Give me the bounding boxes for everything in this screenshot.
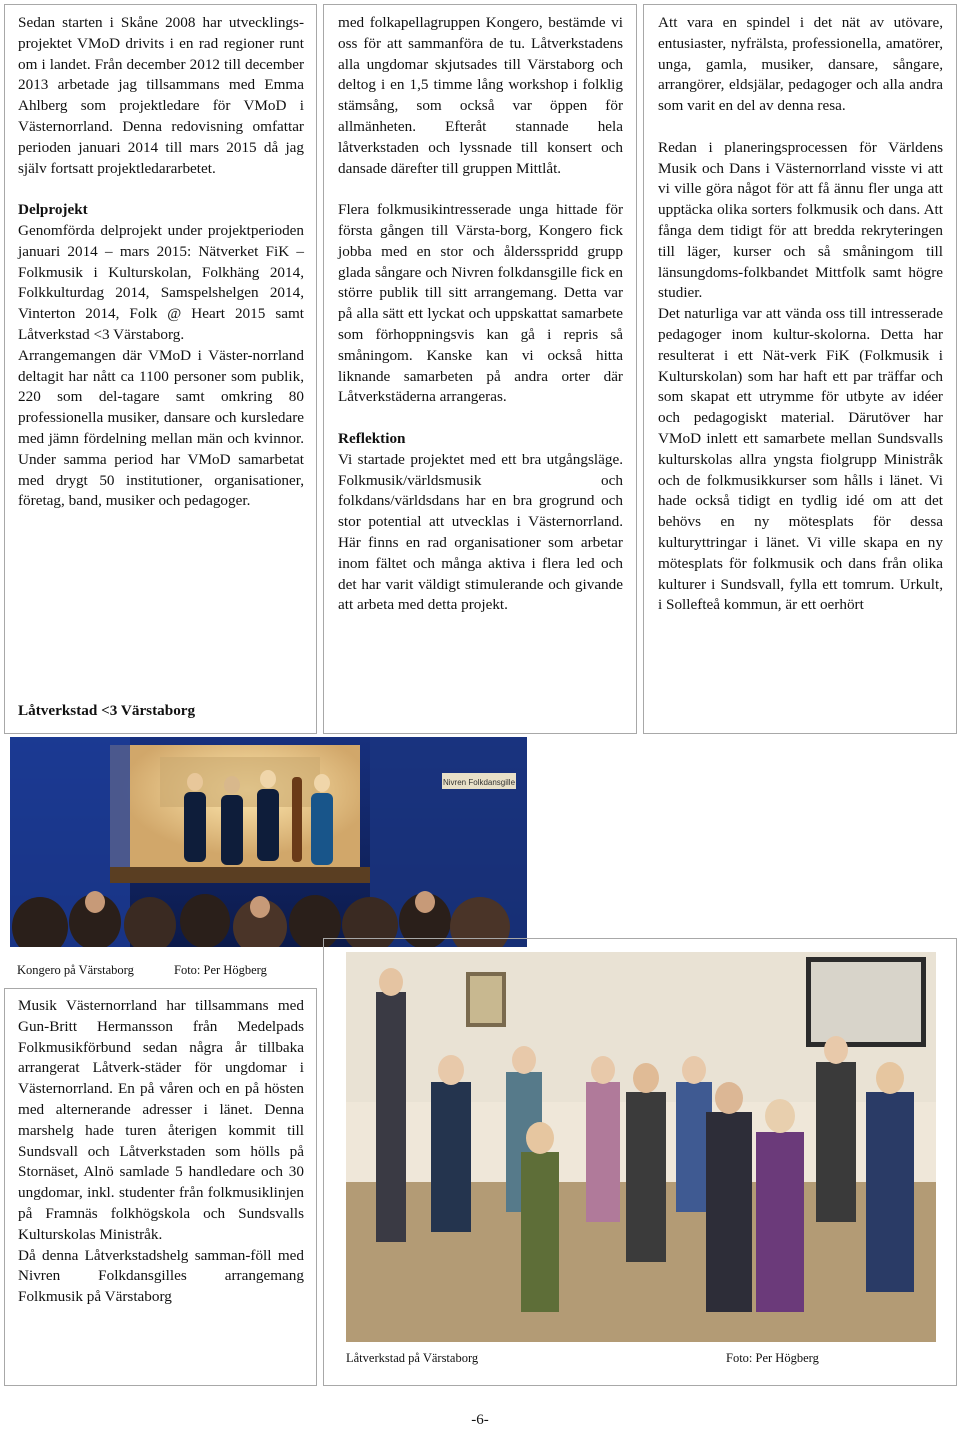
column-3 bbox=[643, 4, 957, 734]
musik-vasternorrland-paragraph: Musik Västernorrland har tillsammans med Gun-Britt Hermansson från Medelpads Folkmusikförbund sedan några år tillbaka arrangerat Låtverk-städer för ungdomar i Västernorrland. En på våren och en på hösten med alternerande adresser i länet. Denna marshelg hade turen återigen kommit till Sundsvall och Låtverkstaden som hölls på Stornäset, Alnö samlade 5 handledare och 30 ungdomar, inkl. studenter från folkmusiklinjen på Framnäs folkhögskola och Sundsvalls Kulturskolas Ministråk. bbox=[18, 997, 304, 1243]
intro-paragraph: Sedan starten i Skåne 2008 har utvecklings-projektet VMoD drivits i en rad regioner runt om i landet. Från december 2012 till december 2013 arbetade jag tillsammans med Emma Ahlberg som projektledare för VMoD i Västernorrland. Denna redovisning omfattar perioden januari 2014 till mars 2015 då jag själv fortsatt projektledararbetet. bbox=[18, 14, 304, 177]
folkmusik-unga-paragraph: Flera folkmusikintresserade unga hittade för första gången till Värsta-borg, Kongero fick jobba med en stor och åldersspridd grupp glada sångare och Nivren folkdansgille fick en större publik till sitt arrangemang. Detta var på alla sätt ett lyckat och uppskattat samarbete som förhoppningsvis kan gå i repris så småningom. Kanske kan vi också hitta liknande samarbeten på andra orter där Låtverkstäderna arrangeras. bbox=[338, 201, 623, 406]
delprojekt-heading: Delprojekt bbox=[18, 201, 88, 219]
column-1 bbox=[4, 4, 317, 734]
photo2-caption-right: Foto: Per Högberg bbox=[726, 1351, 819, 1365]
reflektion-heading: Reflektion bbox=[338, 429, 406, 447]
photo2-caption-left: Låtverkstad på Värstaborg bbox=[346, 1351, 479, 1365]
kongero-photo-image bbox=[10, 737, 527, 947]
latverkstad-dance-photo bbox=[346, 952, 936, 1342]
hall-sign-text: Nivren Folkdansgille bbox=[442, 778, 516, 787]
spindel-paragraph: Att vara en spindel i det nät av utövare, entusiaster, nyfrälsta, professionella, amatörer, unga, gamla, musiker, dansare, sångare, arrangörer, eldsjälar, pedagoger och alla andra som varit en del av denna resa. bbox=[658, 14, 943, 115]
kulturskolor-paragraph: Det naturliga var att vända oss till intresserade pedagoger inom kultur-skolorna. Detta har resulterat i ett Nät-verk FiK (Folkmusik i Kulturskolan) som har haft ett par träffar och som skapat ett utrymme för utbyte av idéer och pedagogiskt material. Därutöver har VMoD inlett ett samarbete mellan Sundsvalls kulturskolas allra yngsta fiolgrupp Ministråk och de folkmusikkurser som hålls i länet. Vi hade också tidigt en tydlig idé om att det behövs en ny mötesplats för dessa kulturyttringar i länet. Vi ville skapa en ny mötesplats för folkmusik och dans från olika kulturer i Sundsvall, fylla ett tomrum. Urkult, i Sollefteå kommun, är ett oerhört bbox=[658, 305, 943, 614]
planering-paragraph: Redan i planeringsprocessen för Världens Musik och Dans i Västernorrland visste vi att vi ville göra något för att få ännu fler unga att upptäcka olika sorters folkmusik och dans. Att fånga dem tidigt för att bredda rekryteringen till läger, kurser och så småningom till länsungdoms-folkbandet Mittfolk samt högre studier. bbox=[658, 138, 943, 302]
latverkstadshelg-paragraph: Då denna Låtverkstadshelg samman-föll med Nivren Folkdansgilles arrangemang Folkmusik på Värstaborg bbox=[18, 1246, 304, 1306]
photo1-caption-left: Kongero på Värstaborg bbox=[17, 963, 134, 977]
kongero-paragraph: med folkapellagruppen Kongero, bestämde vi oss för att sammanföra de tu. Låtverkstadens alla ungdomar skjutsades till Värstaborg och deltog i en 1,5 timme lång workshop i folklig stämsång, som också var öppen för allmänheten. Efteråt stannade hela låtverkstaden och lyssnade till konsert och dansade därefter till gruppen Mittlåt. bbox=[338, 14, 623, 177]
column-2 bbox=[323, 4, 637, 734]
kongero-stage-photo bbox=[10, 737, 527, 947]
reflektion-paragraph: Vi startade projektet med ett bra utgångsläge. Folkmusik/världsmusik och folkdans/världsdans har en bra grogrund och stor potential att utvecklas i Västernorrland. Här finns en rad organisationer som arbetar inom fältet och många aktiva i flera led och det har varit väldigt stimulerande och givande att arbeta med detta projekt. bbox=[338, 450, 623, 614]
latverkstad-heading: Låtverkstad <3 Värstaborg bbox=[18, 702, 196, 719]
delprojekt-paragraph: Genomförda delprojekt under projektperioden januari 2014 – mars 2015: Nätverket FiK – Folkmusik i Kulturskolan, Folkhäng 2014, Folkkulturdag 2014, Samspelshelgen 2014, Vinterton 2014, Folk @ Heart 2015 samt Låtverkstad <3 Värstaborg. bbox=[18, 221, 304, 343]
column-4 bbox=[4, 988, 317, 1386]
arrangemang-paragraph: Arrangemangen där VMoD i Väster-norrland deltagit har nått ca 1100 personer som publik, 220 som del-tagare samt omkring 80 professionella musiker, dansare och kursledare med jämn fördelning mellan män och kvinnor. Under samma period har VMoD samarbetat med drygt 50 institutioner, organisationer, företag, band, musiker och pedagoger. bbox=[18, 346, 304, 510]
photo1-caption-right: Foto: Per Högberg bbox=[174, 963, 267, 977]
page-number: -6- bbox=[471, 1412, 489, 1428]
latverkstad-photo-image bbox=[346, 952, 936, 1342]
